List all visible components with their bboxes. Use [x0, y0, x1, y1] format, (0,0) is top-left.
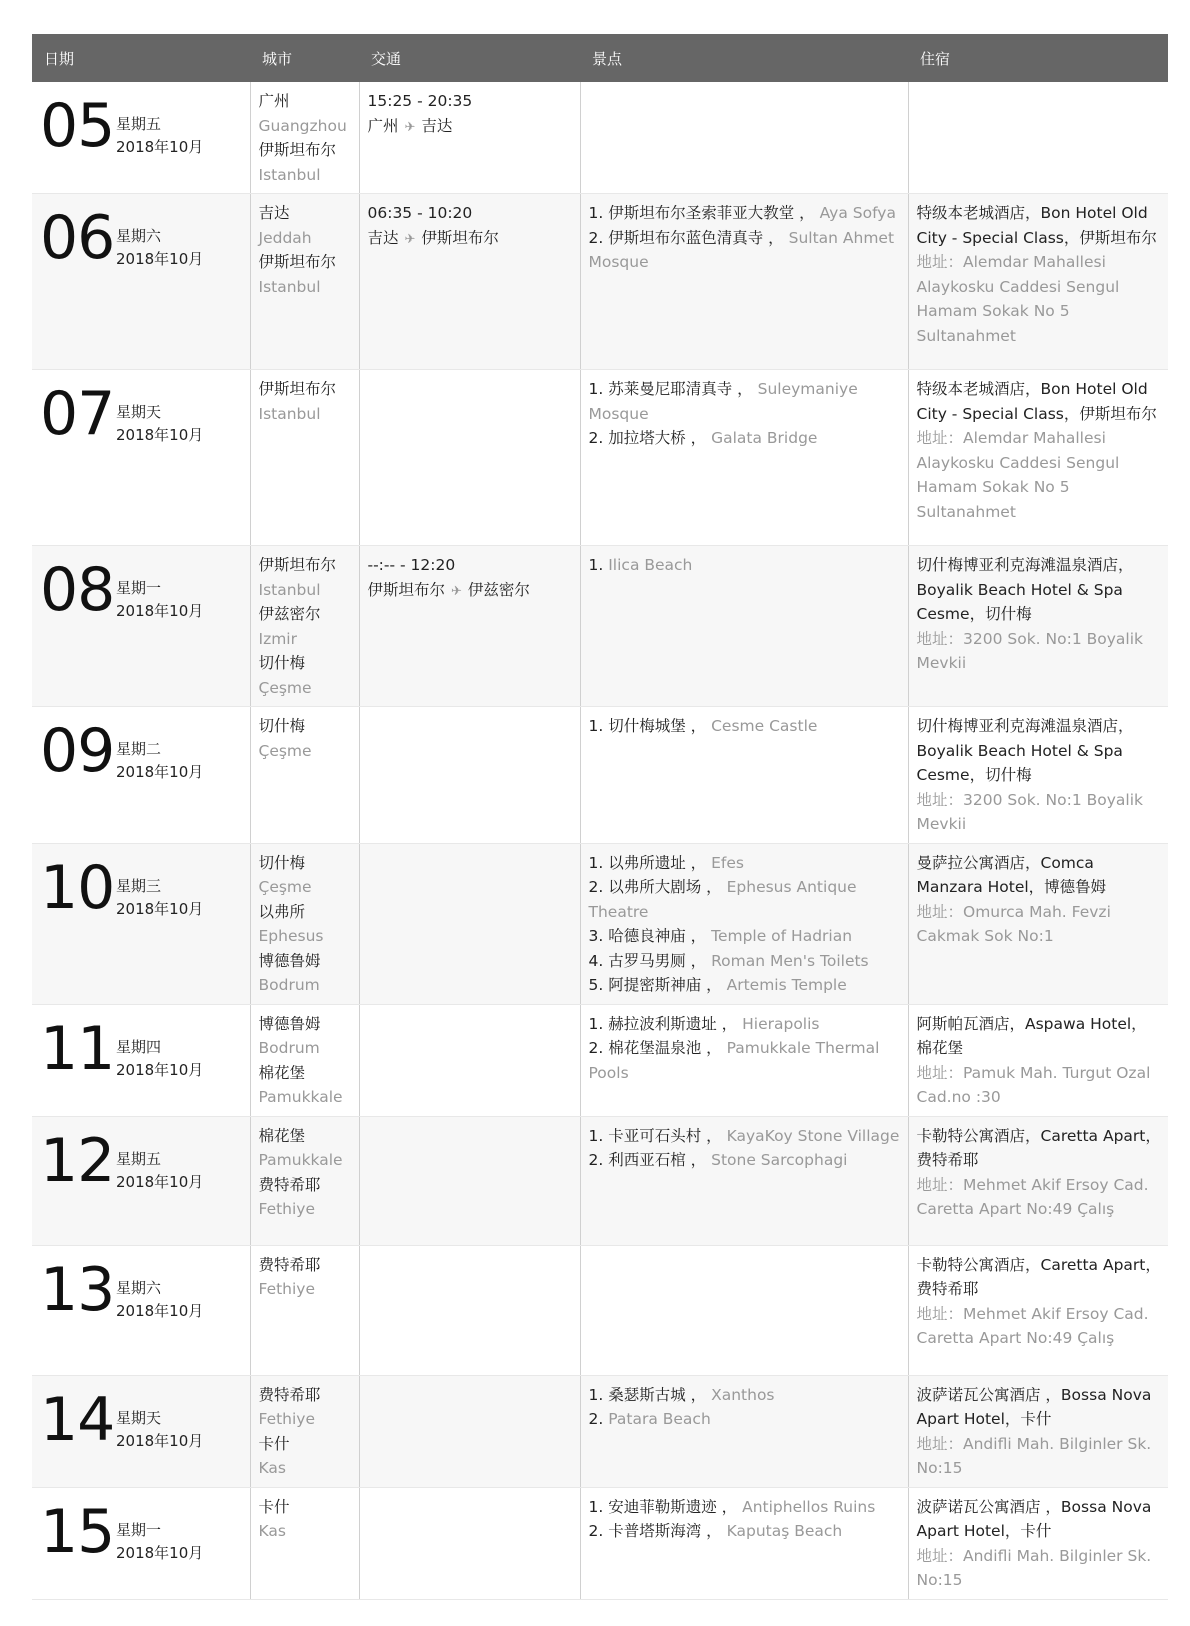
- sight-item: [589, 226, 901, 275]
- table-row: [32, 546, 1168, 707]
- date-block: [40, 377, 243, 447]
- sight-name-zh: 赫拉波利斯遗址 ，: [608, 1014, 738, 1033]
- hotel-cell: [908, 82, 1168, 194]
- sight-name-en: Kaputaş Beach: [726, 1522, 843, 1540]
- sight-item: [589, 1148, 901, 1173]
- city-cell: [250, 1487, 359, 1599]
- sight-number: 2.: [588, 1410, 604, 1428]
- sight-item: [589, 924, 901, 949]
- day-number: 06: [40, 203, 115, 273]
- month: 2018年10月: [116, 602, 204, 620]
- weekday: 星期天: [116, 403, 162, 421]
- hotel-address: 地址：Pamuk Mah. Turgut Ozal Cad.no :30: [916, 1063, 1151, 1106]
- flight-to: 伊兹密尔: [467, 580, 530, 599]
- city-name-en: Çeşme: [258, 878, 312, 896]
- hotel-cell: [908, 843, 1168, 1004]
- date-info: [116, 1519, 203, 1565]
- flight-from: 广州: [367, 116, 399, 135]
- sight-item: [589, 377, 901, 426]
- table-row: [32, 707, 1168, 844]
- sight-name-zh: 利西亚石棺 ，: [608, 1151, 707, 1169]
- sight-name-en: Temple of Hadrian: [711, 927, 853, 945]
- sight-number: 1.: [588, 717, 604, 735]
- hotel-cell: [908, 370, 1168, 546]
- hotel-cell: [908, 194, 1168, 370]
- hotel-address: 地址：Mehmet Akif Ersoy Cad. Caretta Apart No:49 Çalış: [916, 1304, 1149, 1347]
- sight-name-en: Galata Bridge: [711, 429, 818, 447]
- hotel-address: 地址：Alemdar Mahallesi Alaykosku Caddesi Sengul Hamam Sokak No 5 Sultanahmet: [916, 253, 1120, 345]
- transport-cell: [359, 194, 580, 370]
- date-info: [116, 577, 203, 623]
- sights-cell: [580, 82, 908, 194]
- sight-item: [589, 201, 901, 226]
- city-name-zh: 费特希耶: [258, 1255, 321, 1274]
- header-sights: 景点: [580, 34, 908, 82]
- table-row: [32, 1245, 1168, 1375]
- sight-name-zh: 安迪菲勒斯遗迹 ，: [608, 1497, 738, 1516]
- flight-time: --:-- - 12:20: [367, 556, 456, 574]
- date-cell: [32, 82, 250, 194]
- sights-cell: [580, 1375, 908, 1487]
- weekday: 星期天: [116, 1408, 162, 1427]
- weekday: 星期一: [116, 579, 162, 597]
- hotel-address: 地址：Omurca Mah. Fevzi Cakmak Sok No:1: [916, 902, 1111, 945]
- date-cell: [32, 1004, 250, 1116]
- day-number: 13: [40, 1254, 115, 1325]
- city-name-en: Istanbul: [258, 580, 321, 599]
- city-name-zh: 费特希耶: [258, 1385, 321, 1404]
- date-info: [116, 1036, 203, 1082]
- sight-item: [589, 1495, 901, 1520]
- table-row: [32, 1375, 1168, 1487]
- date-block: [40, 1124, 243, 1194]
- sight-item: [589, 1036, 901, 1085]
- month: 2018年10月: [116, 1172, 204, 1191]
- weekday: 星期六: [116, 1278, 162, 1297]
- city-name-zh: 博德鲁姆: [258, 1014, 321, 1033]
- sight-item: [589, 949, 901, 974]
- flight-from: 伊斯坦布尔: [367, 580, 446, 599]
- sight-name-zh: 卡普塔斯海湾 ，: [608, 1522, 722, 1540]
- city-cell: [250, 194, 359, 370]
- date-cell: [32, 1245, 250, 1375]
- hotel-cell: [908, 1116, 1168, 1245]
- city-name-en: Pamukkale: [258, 1088, 343, 1106]
- date-block: [40, 553, 243, 623]
- weekday: 星期五: [116, 1149, 162, 1168]
- transport-cell: [359, 707, 580, 844]
- date-block: [40, 1253, 243, 1323]
- header-transport: 交通: [359, 34, 580, 82]
- sight-number: 1.: [588, 1385, 604, 1404]
- date-cell: [32, 194, 250, 370]
- sight-name-en: Suleymaniye Mosque: [588, 380, 858, 423]
- date-block: [40, 201, 243, 271]
- city-name-zh: 博德鲁姆: [258, 951, 321, 970]
- transport-cell: [359, 1375, 580, 1487]
- table-header: [32, 34, 1168, 82]
- date-cell: [32, 1487, 250, 1599]
- city-name-en: Istanbul: [258, 404, 321, 423]
- sight-item: [589, 1519, 901, 1544]
- sight-name-zh: 桑瑟斯古城 ，: [608, 1385, 707, 1404]
- sight-item: [589, 714, 901, 739]
- date-cell: [32, 707, 250, 844]
- sight-name-en: Sultan Ahmet Mosque: [588, 228, 895, 271]
- sight-number: 1.: [588, 853, 604, 872]
- date-info: [116, 401, 203, 447]
- hotel-name: 切什梅博亚利克海滩温泉酒店，Boyalik Beach Hotel & Spa Cesme，切什梅: [916, 717, 1134, 784]
- sight-item: [589, 1383, 901, 1408]
- sight-number: 3.: [588, 927, 604, 945]
- city-name-en: Pamukkale: [258, 1151, 343, 1169]
- sight-name-zh: 加拉塔大桥 ，: [608, 429, 707, 447]
- hotel-cell: [908, 707, 1168, 844]
- sight-item: [589, 1012, 901, 1037]
- date-cell: [32, 1375, 250, 1487]
- transport-cell: [359, 1487, 580, 1599]
- sight-number: 2.: [588, 1039, 604, 1057]
- city-name-zh: 费特希耶: [258, 1175, 321, 1194]
- city-name-en: Istanbul: [258, 165, 321, 184]
- city-name-en: Fethiye: [258, 1410, 316, 1428]
- plane-icon: ✈: [451, 583, 462, 599]
- city-name-en: Ephesus: [258, 927, 324, 945]
- date-cell: [32, 546, 250, 707]
- table-row: [32, 194, 1168, 370]
- city-name-en: Çeşme: [258, 741, 312, 760]
- city-cell: [250, 370, 359, 546]
- date-info: [116, 113, 203, 159]
- sight-name-en: Antiphellos Ruins: [742, 1497, 876, 1516]
- city-name-zh: 伊斯坦布尔: [258, 380, 337, 398]
- hotel-address: 地址：Andifli Mah. Bilginler Sk. No:15: [916, 1546, 1152, 1589]
- city-name-en: Çeşme: [258, 678, 312, 697]
- sights-cell: [580, 1116, 908, 1245]
- transport-cell: [359, 82, 580, 194]
- sights-cell: [580, 843, 908, 1004]
- hotel-name: 切什梅博亚利克海滩温泉酒店，Boyalik Beach Hotel & Spa Cesme，切什梅: [916, 556, 1134, 623]
- flight-route: [368, 226, 573, 253]
- sight-name-zh: 古罗马男厕 ，: [608, 951, 707, 970]
- city-name-zh: 卡什: [258, 1434, 290, 1453]
- date-block: [40, 851, 243, 921]
- table-row: [32, 1004, 1168, 1116]
- header-hotel: 住宿: [908, 34, 1168, 82]
- day-number: 15: [40, 1496, 115, 1567]
- city-cell: [250, 707, 359, 844]
- date-block: [40, 89, 243, 159]
- sights-cell: [580, 1245, 908, 1375]
- transport-cell: [359, 546, 580, 707]
- city-name-zh: 卡什: [258, 1497, 290, 1516]
- sight-item: [589, 1407, 901, 1432]
- city-name-zh: 伊斯坦布尔: [258, 141, 337, 159]
- hotel-address: 地址：3200 Sok. No:1 Boyalik Mevkii: [916, 629, 1143, 672]
- hotel-cell: [908, 1245, 1168, 1375]
- transport-cell: [359, 1116, 580, 1245]
- month: 2018年10月: [116, 1431, 204, 1450]
- sight-name-zh: 以弗所遗址 ，: [608, 853, 707, 872]
- date-info: [116, 875, 203, 921]
- city-name-zh: 以弗所: [258, 902, 306, 921]
- city-cell: [250, 1116, 359, 1245]
- sight-number: 2.: [588, 228, 604, 247]
- sight-item: [589, 973, 901, 998]
- sight-name-zh: 切什梅城堡 ，: [608, 717, 707, 735]
- hotel-address: 地址：3200 Sok. No:1 Boyalik Mevkii: [916, 790, 1143, 833]
- weekday: 星期三: [116, 876, 162, 895]
- city-cell: [250, 82, 359, 194]
- city-name-en: Izmir: [258, 629, 297, 648]
- itinerary-table: [32, 34, 1168, 1600]
- table-row: [32, 1116, 1168, 1245]
- date-block: [40, 1383, 243, 1453]
- hotel-name: 卡勒特公寓酒店，Caretta Apart，费特希耶: [916, 1255, 1161, 1298]
- city-name-zh: 伊斯坦布尔: [258, 253, 337, 271]
- city-name-en: Bodrum: [258, 1039, 320, 1057]
- sight-name-en: Xanthos: [711, 1385, 775, 1404]
- city-name-en: Kas: [258, 1459, 286, 1477]
- sights-cell: [580, 1487, 908, 1599]
- sight-name-en: Pamukkale Thermal Pools: [588, 1039, 880, 1082]
- city-name-en: Fethiye: [258, 1200, 316, 1218]
- header-city: 城市: [250, 34, 359, 82]
- date-info: [116, 225, 203, 271]
- day-number: 05: [40, 91, 115, 161]
- hotel-cell: [908, 1375, 1168, 1487]
- sight-name-zh: 伊斯坦布尔蓝色清真寺 ，: [608, 228, 784, 247]
- month: 2018年10月: [116, 426, 204, 444]
- weekday: 星期二: [116, 740, 162, 758]
- month: 2018年10月: [116, 138, 204, 156]
- itinerary-rows: [32, 82, 1168, 1599]
- transport-cell: [359, 843, 580, 1004]
- day-number: 09: [40, 716, 115, 786]
- sight-name-en: Aya Sofya: [819, 204, 896, 222]
- sight-name-en: Efes: [711, 853, 744, 872]
- hotel-cell: [908, 1487, 1168, 1599]
- date-info: [116, 1148, 203, 1194]
- table-row: [32, 370, 1168, 546]
- city-name-zh: 伊兹密尔: [258, 605, 321, 623]
- sights-cell: [580, 546, 908, 707]
- transport-cell: [359, 1245, 580, 1375]
- day-number: 12: [40, 1125, 115, 1196]
- sight-name-en: Roman Men's Toilets: [711, 951, 869, 970]
- city-name-zh: 切什梅: [258, 853, 306, 872]
- date-cell: [32, 370, 250, 546]
- sight-name-zh: 伊斯坦布尔圣索菲亚大教堂 ，: [608, 204, 815, 222]
- day-number: 10: [40, 852, 115, 923]
- month: 2018年10月: [116, 1301, 204, 1320]
- sight-item: [589, 1124, 901, 1149]
- hotel-name: 卡勒特公寓酒店，Caretta Apart，费特希耶: [916, 1126, 1161, 1169]
- table-row: [32, 1487, 1168, 1599]
- sight-item: [589, 426, 901, 451]
- sights-cell: [580, 194, 908, 370]
- table-row: [32, 843, 1168, 1004]
- sight-name-en: Artemis Temple: [726, 976, 847, 994]
- sight-name-en: Patara Beach: [608, 1410, 711, 1428]
- month: 2018年10月: [116, 250, 204, 268]
- hotel-name: 波萨诺瓦公寓酒店 ，Bossa Nova Apart Hotel，卡什: [916, 1385, 1152, 1428]
- transport-cell: [359, 1004, 580, 1116]
- sight-number: 1.: [588, 204, 604, 222]
- sight-number: 1.: [588, 380, 604, 398]
- hotel-cell: [908, 1004, 1168, 1116]
- sight-name-zh: 苏莱曼尼耶清真寺 ，: [608, 380, 753, 398]
- sight-name-en: Hierapolis: [742, 1014, 820, 1033]
- city-name-en: Fethiye: [258, 1280, 316, 1298]
- hotel-name: 阿斯帕瓦酒店，Aspawa Hotel，棉花堡: [916, 1014, 1147, 1057]
- flight-route: [368, 578, 573, 605]
- flight-time: 15:25 - 20:35: [367, 92, 473, 110]
- city-name-en: Kas: [258, 1522, 286, 1540]
- sight-number: 2.: [588, 1151, 604, 1169]
- sight-name-zh: 哈德良神庙 ，: [608, 927, 707, 945]
- city-name-zh: 棉花堡: [258, 1126, 306, 1145]
- month: 2018年10月: [116, 1543, 204, 1562]
- hotel-address: 地址：Alemdar Mahallesi Alaykosku Caddesi Sengul Hamam Sokak No 5 Sultanahmet: [916, 429, 1120, 521]
- hotel-name: 特级本老城酒店，Bon Hotel Old City - Special Class，伊斯坦布尔: [916, 204, 1157, 247]
- city-cell: [250, 1004, 359, 1116]
- weekday: 星期六: [116, 227, 162, 245]
- city-name-zh: 切什梅: [258, 654, 306, 672]
- day-number: 08: [40, 555, 115, 625]
- city-name-en: Istanbul: [258, 277, 321, 296]
- city-name-zh: 广州: [258, 92, 290, 110]
- day-number: 07: [40, 379, 115, 449]
- city-name-zh: 切什梅: [258, 717, 306, 735]
- month: 2018年10月: [116, 1060, 204, 1079]
- sight-number: 1.: [588, 556, 604, 574]
- transport-cell: [359, 370, 580, 546]
- city-name-zh: 吉达: [258, 204, 290, 222]
- sights-cell: [580, 1004, 908, 1116]
- sight-number: 1.: [588, 1014, 604, 1033]
- sight-item: [589, 553, 901, 578]
- date-cell: [32, 1116, 250, 1245]
- weekday: 星期五: [116, 115, 162, 133]
- sight-number: 5.: [588, 976, 604, 994]
- sight-name-en: Ilica Beach: [608, 556, 693, 574]
- sight-name-zh: 卡亚可石头村 ，: [608, 1126, 722, 1145]
- sight-number: 1.: [588, 1497, 604, 1516]
- city-cell: [250, 1375, 359, 1487]
- hotel-cell: [908, 546, 1168, 707]
- sight-name-en: Cesme Castle: [711, 717, 818, 735]
- city-cell: [250, 1245, 359, 1375]
- month: 2018年10月: [116, 763, 204, 781]
- hotel-address: 地址：Mehmet Akif Ersoy Cad. Caretta Apart No:49 Çalış: [916, 1175, 1149, 1218]
- itinerary: [32, 34, 1168, 1600]
- sight-number: 4.: [588, 951, 604, 970]
- city-name-en: Guangzhou: [258, 116, 347, 135]
- sight-number: 2.: [588, 1522, 604, 1540]
- date-block: [40, 1495, 243, 1565]
- sight-number: 2.: [588, 429, 604, 447]
- date-info: [116, 738, 203, 784]
- city-name-zh: 棉花堡: [258, 1063, 306, 1082]
- sights-cell: [580, 707, 908, 844]
- flight-to: 伊斯坦布尔: [421, 228, 499, 247]
- sight-name-zh: 棉花堡温泉池 ，: [608, 1039, 722, 1057]
- city-name-en: Bodrum: [258, 976, 320, 994]
- month: 2018年10月: [116, 899, 204, 918]
- flight-from: 吉达: [367, 228, 399, 247]
- flight-to: 吉达: [421, 116, 453, 135]
- date-cell: [32, 843, 250, 1004]
- sight-name-en: Ephesus Antique Theatre: [588, 878, 857, 921]
- sight-item: [589, 875, 901, 924]
- sight-number: 2.: [588, 878, 604, 896]
- date-info: [116, 1407, 203, 1453]
- sight-name-en: Stone Sarcophagi: [711, 1151, 848, 1169]
- hotel-address: 地址：Andifli Mah. Bilginler Sk. No:15: [916, 1434, 1152, 1477]
- date-info: [116, 1277, 203, 1323]
- day-number: 14: [40, 1384, 115, 1455]
- plane-icon: ✈: [404, 231, 416, 247]
- sight-name-zh: 阿提密斯神庙 ，: [608, 976, 722, 994]
- city-name-en: Jeddah: [258, 228, 312, 247]
- flight-route: [368, 114, 573, 141]
- weekday: 星期一: [116, 1520, 162, 1539]
- date-block: [40, 1012, 243, 1082]
- sights-cell: [580, 370, 908, 546]
- sight-number: 1.: [588, 1126, 604, 1145]
- day-number: 11: [40, 1013, 115, 1084]
- hotel-name: 曼萨拉公寓酒店，Comca Manzara Hotel，博德鲁姆: [916, 853, 1107, 896]
- weekday: 星期四: [116, 1037, 162, 1056]
- plane-icon: ✈: [404, 119, 416, 135]
- hotel-name: 波萨诺瓦公寓酒店 ，Bossa Nova Apart Hotel，卡什: [916, 1497, 1152, 1540]
- flight-time: 06:35 - 10:20: [367, 204, 473, 222]
- city-cell: [250, 546, 359, 707]
- date-block: [40, 714, 243, 784]
- table-row: [32, 82, 1168, 194]
- hotel-name: 特级本老城酒店，Bon Hotel Old City - Special Class，伊斯坦布尔: [916, 380, 1157, 423]
- city-cell: [250, 843, 359, 1004]
- sight-name-zh: 以弗所大剧场 ，: [608, 878, 722, 896]
- sight-item: [589, 851, 901, 876]
- sight-name-en: KayaKoy Stone Village: [726, 1126, 900, 1145]
- city-name-zh: 伊斯坦布尔: [258, 556, 337, 574]
- header-date: 日期: [32, 34, 250, 82]
